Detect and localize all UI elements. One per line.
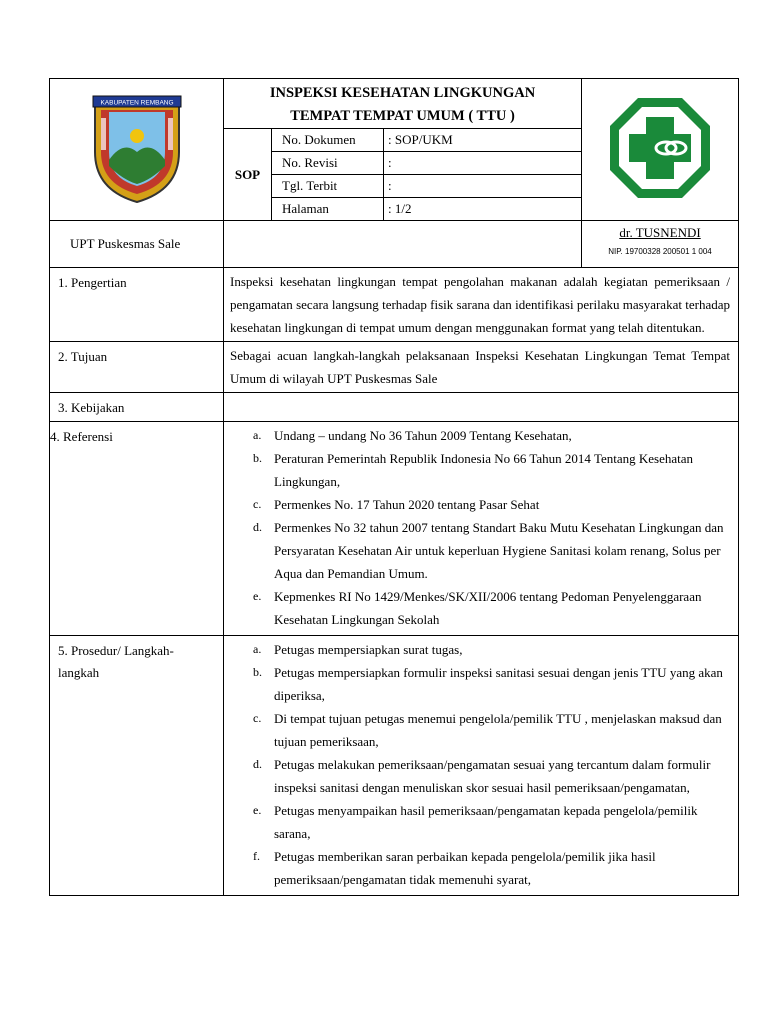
upt-name: UPT Puskesmas Sale bbox=[50, 221, 224, 268]
section-pengertian-label: 1. Pengertian bbox=[50, 268, 224, 342]
section-tujuan-text: Sebagai acuan langkah-langkah pelaksanaan Inspeksi Kesehatan Lingkungan Temat Tempat Umum di wilayah UPT Puskesmas Sale bbox=[224, 342, 739, 393]
document-title bbox=[224, 79, 582, 129]
kabupaten-rembang-emblem bbox=[87, 90, 187, 206]
list-item bbox=[253, 493, 730, 516]
title-line-2: TEMPAT TEMPAT UMUM ( TTU ) bbox=[290, 108, 515, 124]
meta-key-document-no: No. Dokumen bbox=[272, 129, 384, 152]
signatory-name: dr. TUSNENDI bbox=[619, 225, 701, 240]
meta-key-revision: No. Revisi bbox=[272, 152, 384, 175]
list-item-text: Petugas memberikan saran perbaikan kepada pengelola/pemilik jika hasil pemeriksaan/pengamatan tidak memenuhi syarat, bbox=[274, 849, 656, 887]
section-kebijakan-label: 3. Kebijakan bbox=[50, 393, 224, 422]
meta-key-issue-date: Tgl. Terbit bbox=[272, 175, 384, 198]
meta-value-page: : 1/2 bbox=[384, 198, 582, 221]
blank-cell bbox=[224, 221, 582, 268]
list-item bbox=[253, 516, 730, 585]
list-item-text: Di tempat tujuan petugas menemui pengelola/pemilik TTU , menjelaskan maksud dan tujuan pemeriksaan, bbox=[274, 711, 722, 749]
sop-body-table bbox=[49, 267, 739, 896]
section-referensi-label: 4. Referensi bbox=[50, 422, 224, 636]
list-marker: b. bbox=[253, 451, 262, 465]
list-item bbox=[253, 638, 730, 661]
puskesmas-logo-cell bbox=[582, 79, 739, 221]
list-item-text: Peraturan Pemerintah Republik Indonesia No 66 Tahun 2014 Tentang Kesehatan Lingkungan, bbox=[274, 451, 694, 489]
list-marker: c. bbox=[253, 497, 262, 511]
list-item bbox=[253, 447, 730, 493]
section-tujuan-label: 2. Tujuan bbox=[50, 342, 224, 393]
section-prosedur-list bbox=[224, 636, 739, 896]
list-marker: d. bbox=[253, 520, 262, 534]
list-item-text: Kepmenkes RI No 1429/Menkes/SK/XII/2006 tentang Pedoman Penyelenggaraan Kesehatan Lingkungan Sekolah bbox=[274, 589, 702, 627]
list-marker: e. bbox=[253, 803, 262, 817]
list-item bbox=[253, 707, 730, 753]
list-item bbox=[253, 753, 730, 799]
signature-block bbox=[582, 221, 739, 268]
sop-header-table bbox=[49, 78, 739, 268]
list-marker: a. bbox=[253, 642, 262, 656]
meta-value-revision: : bbox=[384, 152, 582, 175]
list-marker: d. bbox=[253, 757, 262, 771]
list-item-text: Petugas melakukan pemeriksaan/pengamatan sesuai yang tercantum dalam formulir inspeksi sanitasi dengan menuliskan skor sesuai hasil pemeriksaan/pengamatan, bbox=[274, 757, 711, 795]
meta-key-page: Halaman bbox=[272, 198, 384, 221]
list-item bbox=[253, 424, 730, 447]
list-item-text: Undang – undang No 36 Tahun 2009 Tentang Kesehatan, bbox=[274, 428, 572, 443]
list-item-text: Permenkes No 32 tahun 2007 tentang Standart Baku Mutu Kesehatan Lingkungan dan Persyaratan Kesehatan Air untuk keperluan Hygiene Sanitasi kolam renang, Solus per Aqua dan Pemandian Umum. bbox=[274, 520, 724, 581]
meta-value-document-no: : SOP/UKM bbox=[384, 129, 582, 152]
meta-value-issue-date: : bbox=[384, 175, 582, 198]
title-line-1: INSPEKSI KESEHATAN LINGKUNGAN bbox=[269, 85, 536, 101]
section-kebijakan-text bbox=[224, 393, 739, 422]
list-item bbox=[253, 799, 730, 845]
svg-text:KABUPATEN REMBANG: KABUPATEN REMBANG bbox=[99, 99, 174, 106]
puskesmas-logo bbox=[607, 95, 713, 201]
list-item-text: Petugas mempersiapkan surat tugas, bbox=[274, 642, 463, 657]
list-item bbox=[253, 585, 730, 631]
list-item-text: Permenkes No. 17 Tahun 2020 tentang Pasar Sehat bbox=[274, 497, 540, 512]
sop-document bbox=[49, 78, 738, 896]
list-item-text: Petugas menyampaikan hasil pemeriksaan/pengamatan kepada pengelola/pemilik sarana, bbox=[274, 803, 698, 841]
section-pengertian-text: Inspeksi kesehatan lingkungan tempat pengolahan makanan adalah kegiatan pemeriksaan / pengamatan secara langsung terhadap fisik sarana dan identifikasi perilaku masyarakat terhadap kesehatan lingkungan di tempat umum dengan menggunakan format yang telah ditentukan. bbox=[224, 268, 739, 342]
list-marker: e. bbox=[253, 589, 262, 603]
section-prosedur-label: 5. Prosedur/ Langkah-langkah bbox=[50, 636, 224, 896]
list-marker: f. bbox=[253, 849, 260, 863]
section-referensi-list bbox=[224, 422, 739, 636]
list-marker: b. bbox=[253, 665, 262, 679]
regency-emblem-cell bbox=[50, 79, 224, 221]
list-marker: a. bbox=[253, 428, 262, 442]
list-item bbox=[253, 661, 730, 707]
sop-label: SOP bbox=[224, 129, 272, 221]
list-item-text: Petugas mempersiapkan formulir inspeksi sanitasi sesuai dengan jenis TTU yang akan diperiksa, bbox=[274, 665, 723, 703]
list-marker: c. bbox=[253, 711, 262, 725]
signatory-nip: NIP. 19700328 200501 1 004 bbox=[608, 247, 712, 256]
list-item bbox=[253, 845, 730, 891]
